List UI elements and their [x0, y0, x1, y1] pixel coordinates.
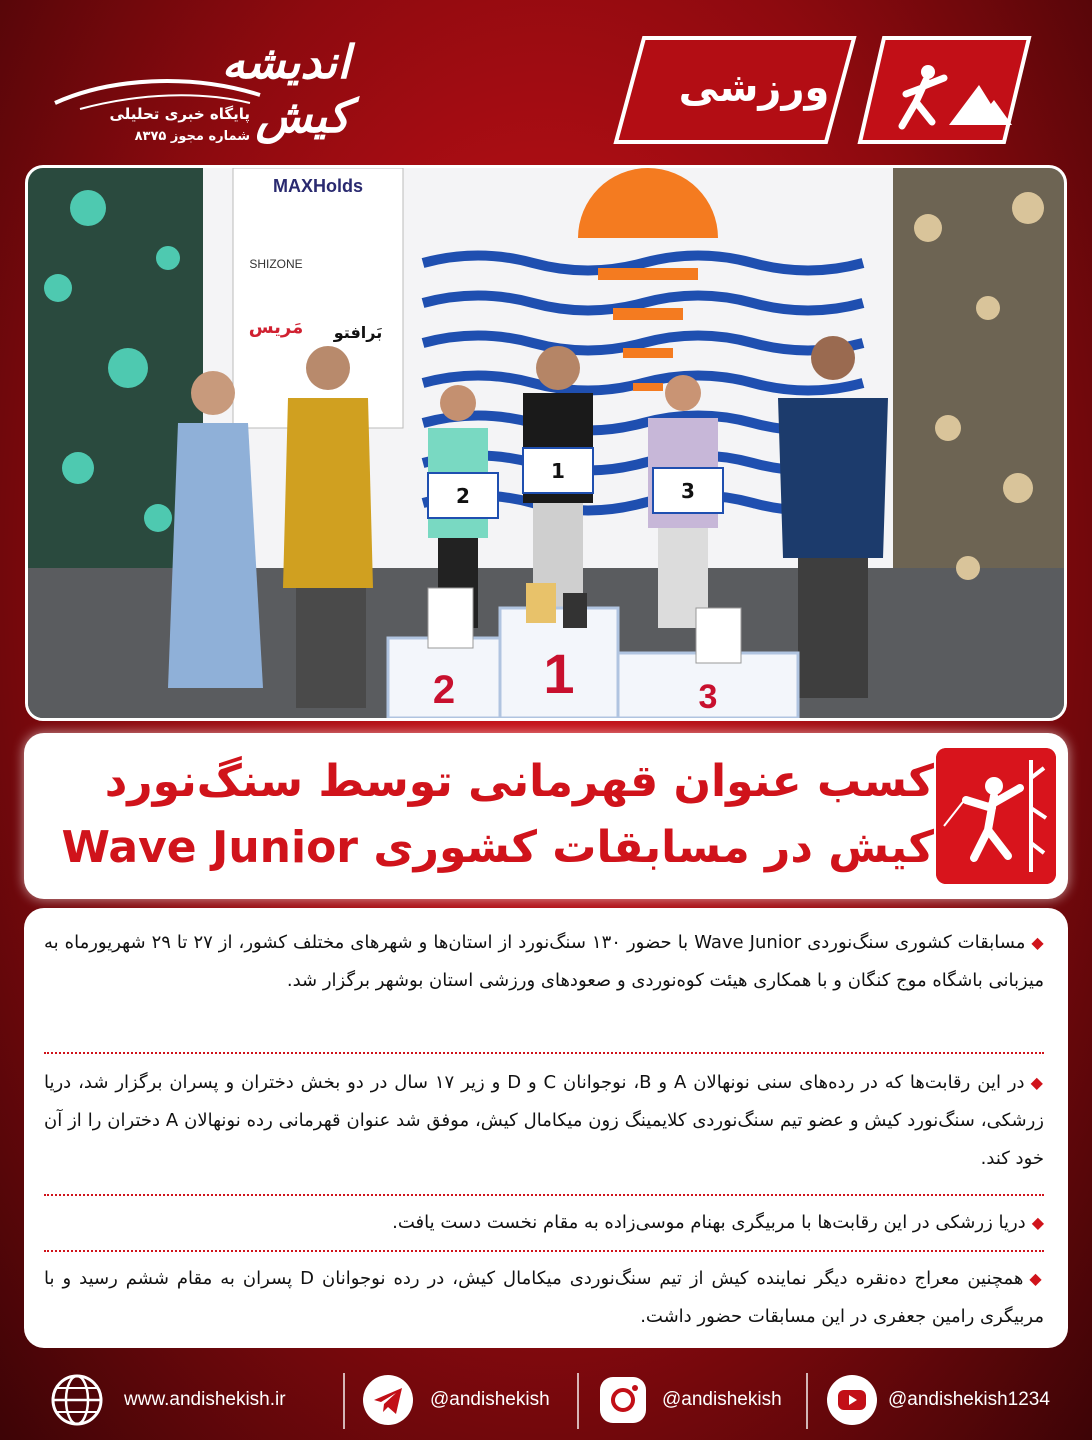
globe-icon [50, 1373, 104, 1427]
website-url: www.andishekish.ir [124, 1389, 286, 1410]
event-photo [25, 165, 1067, 721]
paragraph-1: ◆مسابقات کشوری سنگ‌نوردی Wave Junior با حضور ۱۳۰ سنگ‌نورد از استان‌ها و شهرهای مختلف کشور، از ۲۷ تا ۲۹ شهریورماه به میزبانی باشگاه موج کنگان و با همکاری هیئت کوه‌نوردی و صعودهای ورزشی استان بوشهر برگزار شد. [44, 932, 1045, 991]
person-coach-left [283, 346, 373, 708]
podium-number-3: 3 [698, 678, 718, 716]
footer-youtube[interactable] [826, 1375, 1050, 1425]
podium-scene [28, 168, 1064, 718]
paragraph-3: ◆دریا زرشکی در این رقابت‌ها با مربیگری بهنام موسی‌زاده به مقام نخست دست یافت. [392, 1212, 1044, 1233]
sponsor-shizone: SHIZONE [249, 257, 303, 271]
license-number: شماره مجوز ۸۳۷۵ [134, 129, 250, 144]
svg-text:2: 2 [456, 484, 470, 508]
podium-number-2: 2 [432, 668, 456, 712]
diamond-bullet-icon: ◆ [1031, 1213, 1044, 1232]
svg-text:1: 1 [551, 459, 565, 483]
sponsor-maxholds: MAXHolds [273, 176, 363, 196]
diamond-bullet-icon: ◆ [1031, 933, 1045, 952]
paragraph-4: ◆همچنین معراج ده‌نقره دیگر نماینده کیش از تیم سنگ‌نوردی میکامال کیش، در رده نوجوانان D پسران به مقام ششم رسید و با مربیگری رامین جعفری در این مسابقات حضور داشت. [44, 1268, 1044, 1327]
youtube-handle: @andishekish1234 [888, 1389, 1050, 1410]
telegram-icon [362, 1374, 414, 1426]
rock-climber-icon [936, 748, 1056, 884]
headline-line-1: کسب عنوان قهرمانی توسط سنگ‌نورد [104, 756, 934, 807]
footer-instagram[interactable] [598, 1375, 782, 1425]
article-body [24, 908, 1068, 1348]
sponsor-barafto: بَرافتو [333, 323, 383, 342]
headline-text [44, 749, 934, 881]
footer [0, 1365, 1092, 1440]
category-badge [604, 30, 1034, 150]
footer-website[interactable] [50, 1375, 286, 1425]
instagram-handle: @andishekish [662, 1389, 782, 1410]
divider [44, 1194, 1044, 1196]
sponsor-maris: مَریس [248, 317, 304, 338]
brand-logo [50, 25, 350, 155]
footer-divider [343, 1373, 345, 1429]
footer-divider [806, 1373, 808, 1429]
headline-line-2: کیش در مسابقات کشوری Wave Junior [61, 822, 934, 873]
podium-number-1: 1 [543, 642, 575, 705]
divider [44, 1250, 1044, 1252]
footer-divider [577, 1373, 579, 1429]
mountain-climber-icon [854, 30, 1034, 150]
logo-wordmark: اندیشه کیش [221, 35, 350, 143]
instagram-icon [598, 1375, 648, 1425]
category-label: ورزشی [678, 65, 830, 111]
headline-card [24, 733, 1068, 899]
footer-telegram[interactable] [362, 1375, 550, 1425]
diamond-bullet-icon: ◆ [1030, 1073, 1045, 1092]
telegram-handle: @andishekish [430, 1389, 550, 1410]
youtube-icon [826, 1374, 878, 1426]
diamond-bullet-icon: ◆ [1029, 1269, 1044, 1288]
paragraph-2: ◆در این رقابت‌ها که در رده‌های سنی نونهالان A و B، نوجوانان C و D و زیر ۱۷ سال در دو بخش دختران و پسران برگزار شد، دریا زرشکی، سنگ‌نورد کیش و عضو تیم سنگ‌نوردی کلایمینگ زون میکامال کیش، موفق شد عنوان قهرمانی رده نونهالان A دختران را از آن خود کند. [44, 1072, 1045, 1169]
svg-text:3: 3 [681, 479, 695, 503]
logo-subtitle: پایگاه خبری تحلیلی [109, 105, 250, 123]
divider [44, 1052, 1044, 1054]
